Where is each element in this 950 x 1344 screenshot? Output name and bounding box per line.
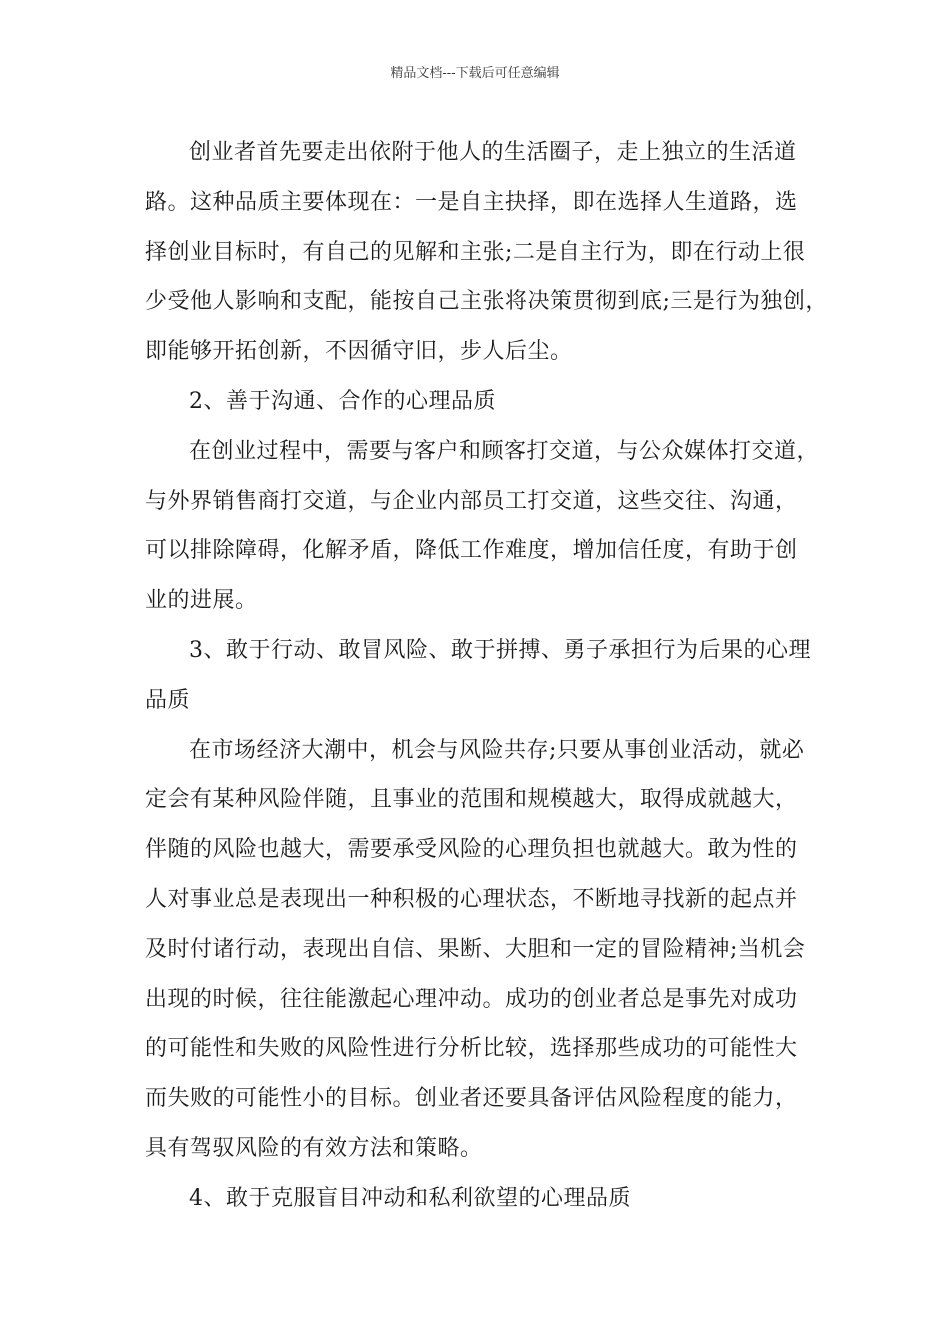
text-line: 及时付诸行动，表现出自信、果断、大胆和一定的冒险精神;当机会 — [145, 936, 806, 962]
document-body — [145, 128, 828, 1224]
text-line: 的可能性和失败的风险性进行分析比较，选择那些成功的可能性大 — [145, 1036, 798, 1062]
section-heading-continued: 品质 — [145, 687, 191, 713]
text-line: 路。这种品质主要体现在：一是自主抉择，即在选择人生道路，选 — [145, 189, 798, 215]
page-header: 精品文档---下载后可任意编辑 — [390, 66, 560, 81]
section-heading: 4、敢于克服盲目冲动和私利欲望的心理品质 — [189, 1185, 631, 1211]
text-line: 出现的时候，往往能激起心理冲动。成功的创业者总是事先对成功 — [145, 986, 798, 1012]
text-line: 伴随的风险也越大，需要承受风险的心理负担也就越大。敢为性的 — [145, 837, 798, 863]
text-line: 少受他人影响和支配，能按自己主张将决策贯彻到底;三是行为独创， — [145, 289, 828, 315]
text-line: 择创业目标时，有自己的见解和主张;二是自主行为，即在行动上很 — [145, 239, 806, 265]
text-line: 人对事业总是表现出一种积极的心理状态，不断地寻找新的起点并 — [145, 886, 798, 912]
text-line: 创业者首先要走出依附于他人的生活圈子，走上独立的生活道 — [189, 140, 797, 165]
text-line: 业的进展。 — [145, 588, 258, 614]
section-heading: 3、敢于行动、敢冒风险、敢于拼搏、勇子承担行为后果的心理 — [189, 637, 811, 663]
text-line: 定会有某种风险伴随，且事业的范围和规模越大，取得成就越大， — [145, 787, 798, 813]
text-line: 可以排除障碍，化解矛盾，降低工作难度，增加信任度，有助于创 — [145, 538, 798, 564]
text-line: 在市场经济大潮中，机会与风险共存;只要从事创业活动，就必 — [189, 737, 805, 763]
text-line: 具有驾驭风险的有效方法和策略。 — [145, 1135, 483, 1161]
text-line: 在创业过程中，需要与客户和顾客打交道，与公众媒体打交道， — [189, 438, 820, 464]
text-line: 而失败的可能性小的目标。创业者还要具备评估风险程度的能力， — [145, 1086, 798, 1112]
text-line: 与外界销售商打交道，与企业内部员工打交道，这些交往、沟通， — [145, 488, 798, 514]
section-heading: 2、善于沟通、合作的心理品质 — [189, 388, 496, 414]
text-line: 即能够开拓创新，不因循守旧，步人后尘。 — [145, 339, 573, 365]
